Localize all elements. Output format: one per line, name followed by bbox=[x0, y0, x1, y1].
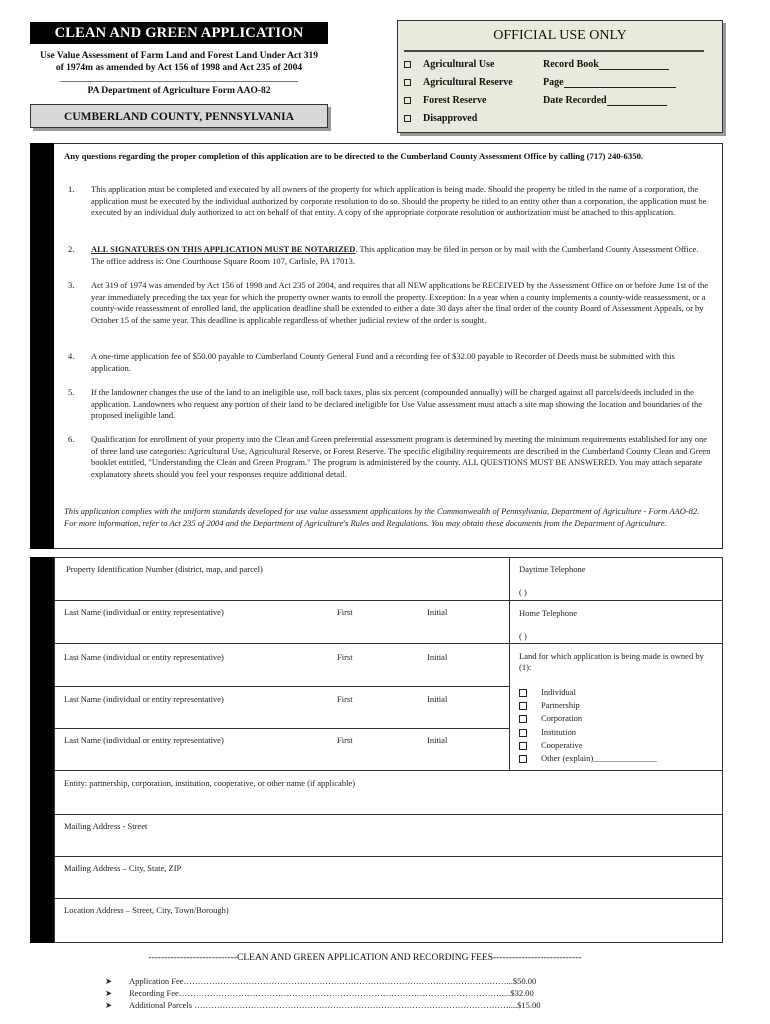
initial-label: Initial bbox=[427, 735, 448, 745]
first-name-label: First bbox=[337, 652, 353, 662]
instruction-item-2 bbox=[91, 244, 711, 267]
checkbox-square[interactable] bbox=[519, 689, 527, 697]
fee-amount: $50.00 bbox=[512, 976, 537, 986]
band-letter: I bbox=[39, 863, 45, 880]
fee-label: Application Fee……………………………………………………………………………………………………... bbox=[129, 976, 513, 986]
page-line[interactable] bbox=[564, 87, 676, 88]
owner-type-label: Cooperative bbox=[541, 739, 583, 750]
owner-type-label: Individual bbox=[541, 687, 576, 697]
band-letter: S bbox=[37, 279, 47, 295]
checkbox-agricultural-use[interactable] bbox=[404, 59, 494, 70]
checkbox-square[interactable] bbox=[404, 61, 411, 68]
official-use-title: OFFICIAL USE ONLY bbox=[493, 28, 627, 43]
instruction-item-1: This application must be completed and executed by all owners of the property for which application is being made. Should the property be titled in the name of a corporation, the application must be executed by the individual authorized by corporate resolution to do so. Should the property be titled to an entity other than a corporation, the application must be executed by an individual duly authorized to act on behalf of that entity. A copy of the appropriate corporate resolution or authorization must be attached to this application. bbox=[91, 184, 707, 217]
band-letter: C bbox=[36, 355, 48, 371]
header-divider bbox=[60, 81, 298, 82]
date-recorded-line[interactable] bbox=[607, 105, 667, 106]
owner-name-row-3[interactable] bbox=[54, 686, 510, 729]
page-field[interactable] bbox=[543, 77, 676, 88]
first-name-label: First bbox=[337, 694, 353, 704]
band-letter: N bbox=[36, 260, 48, 276]
checkbox-square[interactable] bbox=[404, 115, 411, 122]
checkbox-agricultural-reserve[interactable] bbox=[404, 77, 513, 88]
checkbox-square[interactable] bbox=[519, 755, 527, 763]
fees-heading: ----------------------------CLEAN AND GREEN APPLICATION AND RECORDING FEES---------------------------- bbox=[148, 953, 582, 963]
band-letter: T bbox=[36, 298, 47, 314]
item-number: 6. bbox=[68, 434, 75, 444]
initial-label: Initial bbox=[427, 652, 448, 662]
record-book-line[interactable] bbox=[599, 69, 669, 70]
checkbox-square[interactable] bbox=[519, 729, 527, 737]
band-letter: I bbox=[39, 393, 45, 409]
notarized-emphasis: ALL SIGNATURES ON THIS APPLICATION MUST BE NOTARIZED bbox=[91, 244, 356, 254]
band-letter: S bbox=[37, 450, 47, 466]
record-book-label: Record Book bbox=[543, 59, 599, 70]
band-letter: O bbox=[36, 882, 48, 898]
fee-label: Recording Fee…………………………………………………………………………………………………….... bbox=[129, 988, 511, 998]
owner-type-other[interactable] bbox=[519, 752, 657, 765]
instruction-item-5: If the landowner changes the use of the land to an ineligible use, roll back taxes, plus six percent (compounded annually) will be charged against all parcels/deeds included in the application. Landowners who request any portion of their land to be declared ineligible for Use Value assessment must attach a site map showing the location and boundaries of the proposed ineligible land. bbox=[91, 387, 702, 420]
subtitle-line-2: of 1974m as amended by Act 156 of 1998 and Act 235 of 2004 bbox=[55, 63, 303, 73]
owner-type-corporation[interactable] bbox=[519, 712, 657, 725]
instructions-intro: Any questions regarding the proper completion of this application are to be directed to the Cumberland County Assessment Office by calling (717) 240-6350. bbox=[64, 151, 644, 161]
property-id-label: Property Identification Number (district, map, and parcel) bbox=[66, 564, 263, 574]
location-address-label: Location Address – Street, City, Town/Borough) bbox=[64, 905, 229, 915]
form-number: PA Department of Agriculture Form AAO-82 bbox=[87, 86, 271, 96]
date-recorded-field[interactable] bbox=[543, 95, 667, 106]
owner-type-label: Partnership bbox=[541, 700, 580, 711]
band-letter: N bbox=[36, 431, 48, 447]
item-number: 1. bbox=[68, 184, 75, 194]
owner-type-list bbox=[519, 686, 657, 765]
fee-row-application bbox=[105, 976, 536, 987]
checkbox-square[interactable] bbox=[519, 702, 527, 710]
checkbox-label: Agricultural Use bbox=[423, 59, 495, 70]
instruction-item-2-text: . This application may be filed in person or by mail with the Cumberland County Assessment Office. The office address is: One Courthouse Square Room 107, Carlisle, PA 17013. bbox=[91, 244, 699, 266]
county-banner: CUMBERLAND COUNTY, PENNSYLVANIA bbox=[30, 104, 328, 128]
checkbox-square[interactable] bbox=[519, 742, 527, 750]
owner-name-row-2[interactable] bbox=[54, 643, 510, 687]
owner-type-partnership[interactable] bbox=[519, 699, 657, 712]
instructions-vertical-label bbox=[30, 240, 54, 468]
instruction-item-6: Qualification for enrollment of your property into the Clean and Green preferential assessment program is determined by meeting the minimum requirements established for any one of three land use categories: Agricultural Use, Agricultural Reserve, or Forest Reserve. The specific eligibility requirements are described in the Cumberland County Clean and Green booklet entitled, "Understanding the Clean and Green Program." The program is administered by the county. ALL QUESTIONS MUST BE ANSWERED. You may attach separate explanatory sheets should you feel your responses require additional detail. bbox=[91, 434, 711, 479]
band-letter: N bbox=[36, 734, 48, 750]
checkbox-square[interactable] bbox=[519, 715, 527, 723]
home-phone-field[interactable] bbox=[509, 600, 723, 644]
item-number: 3. bbox=[68, 280, 75, 290]
band-letter: F bbox=[37, 752, 47, 769]
band-letter: A bbox=[36, 826, 48, 843]
fee-amount: $15.00 bbox=[517, 1000, 541, 1010]
owner-type-institution[interactable] bbox=[519, 726, 657, 739]
owner-type-individual[interactable] bbox=[519, 686, 657, 699]
mailing-street-field[interactable] bbox=[54, 814, 723, 857]
band-letter: O bbox=[36, 412, 48, 428]
home-phone-format: ( ) bbox=[519, 631, 527, 641]
item-number: 4. bbox=[68, 351, 75, 361]
last-name-label: Last Name (individual or entity representative) bbox=[64, 607, 224, 617]
arrow-bullet-icon: ➤ bbox=[105, 1000, 113, 1010]
instruction-item-3: Act 319 of 1974 was amended by Act 156 of 1998 and Act 235 of 2004, and requires that all NEW applications be RECEIVED by the Assessment Office on or before June 1st of the year immediately preceding the tax year for which the property owner wants to enroll the property. Exception: In a year when a county implements a county-wide reassessment, or a county-wide reassessment of enrolled land, the application deadline shall be extended to either a date 30 days after the final order of the county Board of Assessment Appeals, or by October 15 of the same year. This deadline is applicable regardless of whether judicial review of the order is sought. bbox=[91, 280, 708, 325]
form-title: CLEAN AND GREEN APPLICATION bbox=[30, 22, 328, 44]
checkbox-label: Forest Reserve bbox=[423, 95, 487, 106]
band-letter: R bbox=[36, 789, 48, 806]
date-recorded-label: Date Recorded bbox=[543, 95, 607, 106]
band-letter: I bbox=[39, 241, 45, 257]
instructions-footer: This application complies with the uniform standards developed for use value assessment applications by the Commonwealth of Pennsylvania, Department of Agriculture - Form AAO-82. For more information, refer to Act 235 of 2004 and the Department of Agriculture's Rules and Regulations. You may obtain these documents from the Department of Agriculture. bbox=[64, 506, 700, 528]
entity-name-field[interactable] bbox=[54, 770, 723, 815]
checkbox-disapproved[interactable] bbox=[404, 113, 477, 124]
daytime-phone-format: ( ) bbox=[519, 587, 527, 597]
band-letter: I bbox=[39, 715, 45, 732]
last-name-label: Last Name (individual or entity representative) bbox=[64, 694, 224, 704]
instruction-item-4: A one-time application fee of $50.00 payable to Cumberland County General Fund and a recording fee of $32.00 payable to Recorder of Deeds must be submitted with this application. bbox=[91, 351, 675, 373]
band-letter: O bbox=[36, 601, 48, 617]
band-letter: E bbox=[36, 656, 47, 673]
checkbox-square[interactable] bbox=[404, 79, 411, 86]
official-use-box bbox=[397, 20, 723, 133]
band-letter bbox=[30, 693, 54, 715]
band-letter: N bbox=[36, 638, 48, 654]
last-name-label: Last Name (individual or entity representative) bbox=[64, 735, 224, 745]
band-letter: T bbox=[36, 845, 47, 861]
checkbox-label: Agricultural Reserve bbox=[423, 77, 513, 88]
mailing-street-label: Mailing Address - Street bbox=[64, 821, 148, 831]
owner-type-cooperative[interactable] bbox=[519, 739, 657, 752]
band-letter: R bbox=[36, 675, 48, 691]
owned-by-label: Land for which application is being made is owned by (1): bbox=[519, 651, 704, 672]
band-letter: M bbox=[34, 808, 50, 824]
mailing-city-label: Mailing Address – City, State, ZIP bbox=[64, 863, 182, 873]
band-letter: N bbox=[36, 900, 48, 917]
band-letter: W bbox=[34, 619, 50, 636]
owner-type-label: Institution bbox=[541, 726, 576, 737]
form-subtitle bbox=[30, 50, 328, 74]
arrow-bullet-icon: ➤ bbox=[105, 976, 113, 986]
band-letter: R bbox=[36, 317, 48, 333]
last-name-label: Last Name (individual or entity representative) bbox=[64, 652, 224, 662]
page-label: Page bbox=[543, 77, 564, 88]
daytime-phone-label: Daytime Telephone bbox=[519, 564, 586, 574]
item-number: 5. bbox=[68, 387, 75, 397]
fee-row-additional bbox=[105, 1000, 541, 1011]
official-use-divider bbox=[404, 50, 704, 52]
first-name-label: First bbox=[337, 735, 353, 745]
fee-label: Additional Parcels ………………………………………………………………………………………………….... bbox=[129, 1000, 518, 1010]
checkbox-square[interactable] bbox=[404, 97, 411, 104]
first-name-label: First bbox=[337, 607, 353, 617]
entity-name-label: Entity: partnership, corporation, institution, cooperative, or other name (if applicable) bbox=[64, 778, 356, 788]
initial-label: Initial bbox=[427, 607, 448, 617]
fee-row-recording bbox=[105, 988, 534, 999]
owner-info-vertical-label bbox=[30, 600, 54, 918]
band-letter: O bbox=[36, 771, 48, 787]
checkbox-forest-reserve[interactable] bbox=[404, 95, 486, 106]
record-book-field[interactable] bbox=[543, 59, 669, 70]
home-phone-label: Home Telephone bbox=[519, 608, 578, 618]
owner-type-label: Corporation bbox=[541, 713, 583, 724]
initial-label: Initial bbox=[427, 694, 448, 704]
arrow-bullet-icon: ➤ bbox=[105, 988, 113, 998]
subtitle-line-1: Use Value Assessment of Farm Land and Forest Land Under Act 319 bbox=[39, 51, 319, 61]
checkbox-label: Disapproved bbox=[423, 113, 478, 124]
owner-type-label: Other (explain)_______________ bbox=[541, 753, 657, 764]
band-letter: T bbox=[36, 374, 47, 390]
item-number: 2. bbox=[68, 244, 75, 254]
band-letter: U bbox=[36, 336, 48, 352]
fee-amount: $32.00 bbox=[510, 988, 534, 998]
